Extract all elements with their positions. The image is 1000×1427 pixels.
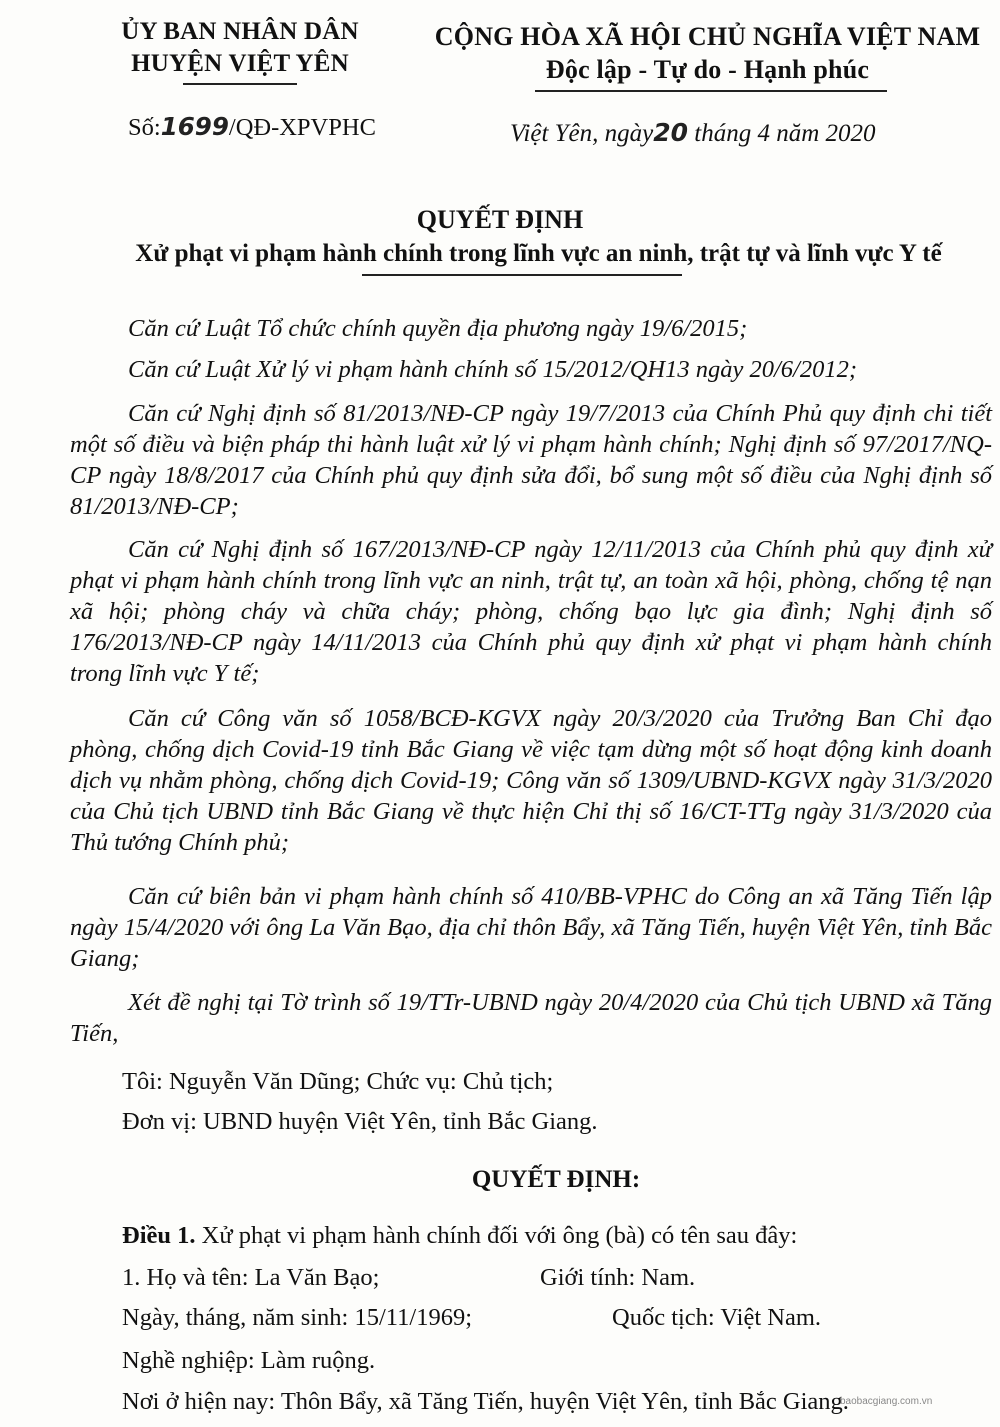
decision-heading: QUYẾT ĐỊNH: xyxy=(471,1166,641,1193)
violator-name: 1. Họ và tên: La Văn Bạo; xyxy=(122,1264,380,1291)
agency-underline xyxy=(183,83,297,85)
ground-covid-directives: Căn cứ Công văn số 1058/BCĐ-KGVX ngày 20/3/2020 của Trưởng Ban Chỉ đạo phòng, chống dịch Covid-19 tỉnh Bắc Giang về việc tạm dừng một số hoạt động kinh doanh dịch vụ nhằm phòng, chống dịch Covid-19; Công văn số 1309/UBND-KGVX ngày 31/3/2020 của Chủ tịch UBND tỉnh Bắc Giang về thực hiện Chỉ thị số 16/CT-TTg ngày 31/3/2020 của Thủ tướng Chính phủ; xyxy=(70,705,992,856)
decision-title: QUYẾT ĐỊNH xyxy=(416,205,584,234)
decision-subtitle: Xử phạt vi phạm hành chính trong lĩnh vực an ninh, trật tự và lĩnh vực Y tế xyxy=(135,240,942,267)
article-1-label: Điều 1. xyxy=(122,1222,196,1249)
national-motto: Độc lập - Tự do - Hạnh phúc xyxy=(545,55,870,84)
handwritten-number: 1699 xyxy=(160,112,229,141)
subtitle-underline xyxy=(362,274,682,276)
violator-residence: Nơi ở hiện nay: Thôn Bẩy, xã Tăng Tiến, huyện Việt Yên, tỉnh Bắc Giang. xyxy=(122,1388,849,1415)
ground-proposal: Xét đề nghị tại Tờ trình số 19/TTr-UBND ngày 20/4/2020 của Chủ tịch UBND xã Tăng Tiến, xyxy=(70,989,992,1047)
ground-local-government-law: Căn cứ Luật Tổ chức chính quyền địa phương ngày 19/6/2015; xyxy=(128,315,748,342)
violator-nationality: Quốc tịch: Việt Nam. xyxy=(612,1304,822,1331)
handwritten-day: 20 xyxy=(653,118,689,147)
document-number: Số:1699/QĐ-XPVPHC xyxy=(128,112,376,141)
violator-occupation: Nghề nghiệp: Làm ruộng. xyxy=(122,1347,376,1374)
violator-dob: Ngày, tháng, năm sinh: 15/11/1969; xyxy=(122,1304,472,1331)
signer-unit: Đơn vị: UBND huyện Việt Yên, tỉnh Bắc Giang. xyxy=(122,1108,598,1135)
watermark: baobacgiang.com.vn xyxy=(840,1396,933,1407)
violator-gender: Giới tính: Nam. xyxy=(540,1264,696,1291)
motto-underline xyxy=(535,90,887,92)
national-title: CỘNG HÒA XÃ HỘI CHỦ NGHĨA VIỆT NAM xyxy=(434,22,981,51)
ground-decree-167-176: Căn cứ Nghị định số 167/2013/NĐ-CP ngày 12/11/2013 của Chính phủ quy định xử phạt vi phạm hành chính trong lĩnh vực an ninh, trật tự, an toàn xã hội, phòng, chống tệ nạn xã hội; phòng cháy và chữa cháy; phòng, chống bạo lực gia đình; Nghị định số 176/2013/NĐ-CP ngày 14/11/2013 của Chính phủ quy định xử phạt vi phạm hành chính trong lĩnh vực Y tế; xyxy=(70,536,992,687)
ground-decree-81: Căn cứ Nghị định số 81/2013/NĐ-CP ngày 19/7/2013 của Chính Phủ quy định chi tiết một số điều và biện pháp thi hành luật xử lý vi phạm hành chính; Nghị định số 97/2017/NQ-CP ngày 18/8/2017 của Chính phủ quy định sửa đổi, bổ sung một số điều của Nghị định số 81/2013/NĐ-CP; xyxy=(70,400,992,520)
agency-name: ỦY BAN NHÂN DÂN xyxy=(121,18,359,45)
ground-violation-record: Căn cứ biên bản vi phạm hành chính số 410/BB-VPHC do Công an xã Tăng Tiến lập ngày 15/4/2020 với ông La Văn Bạo, địa chỉ thôn Bẩy, xã Tăng Tiến, huyện Việt Yên, tỉnh Bắc Giang; xyxy=(70,883,992,972)
signer-line: Tôi: Nguyễn Văn Dũng; Chức vụ: Chủ tịch; xyxy=(122,1068,554,1095)
document-date: Việt Yên, ngày20 tháng 4 năm 2020 xyxy=(510,118,876,147)
ground-admin-violation-law: Căn cứ Luật Xử lý vi phạm hành chính số 15/2012/QH13 ngày 20/6/2012; xyxy=(128,356,858,383)
article-1: Điều 1. Xử phạt vi phạm hành chính đối với ông (bà) có tên sau đây: xyxy=(122,1222,798,1249)
agency-district: HUYỆN VIỆT YÊN xyxy=(131,50,349,77)
